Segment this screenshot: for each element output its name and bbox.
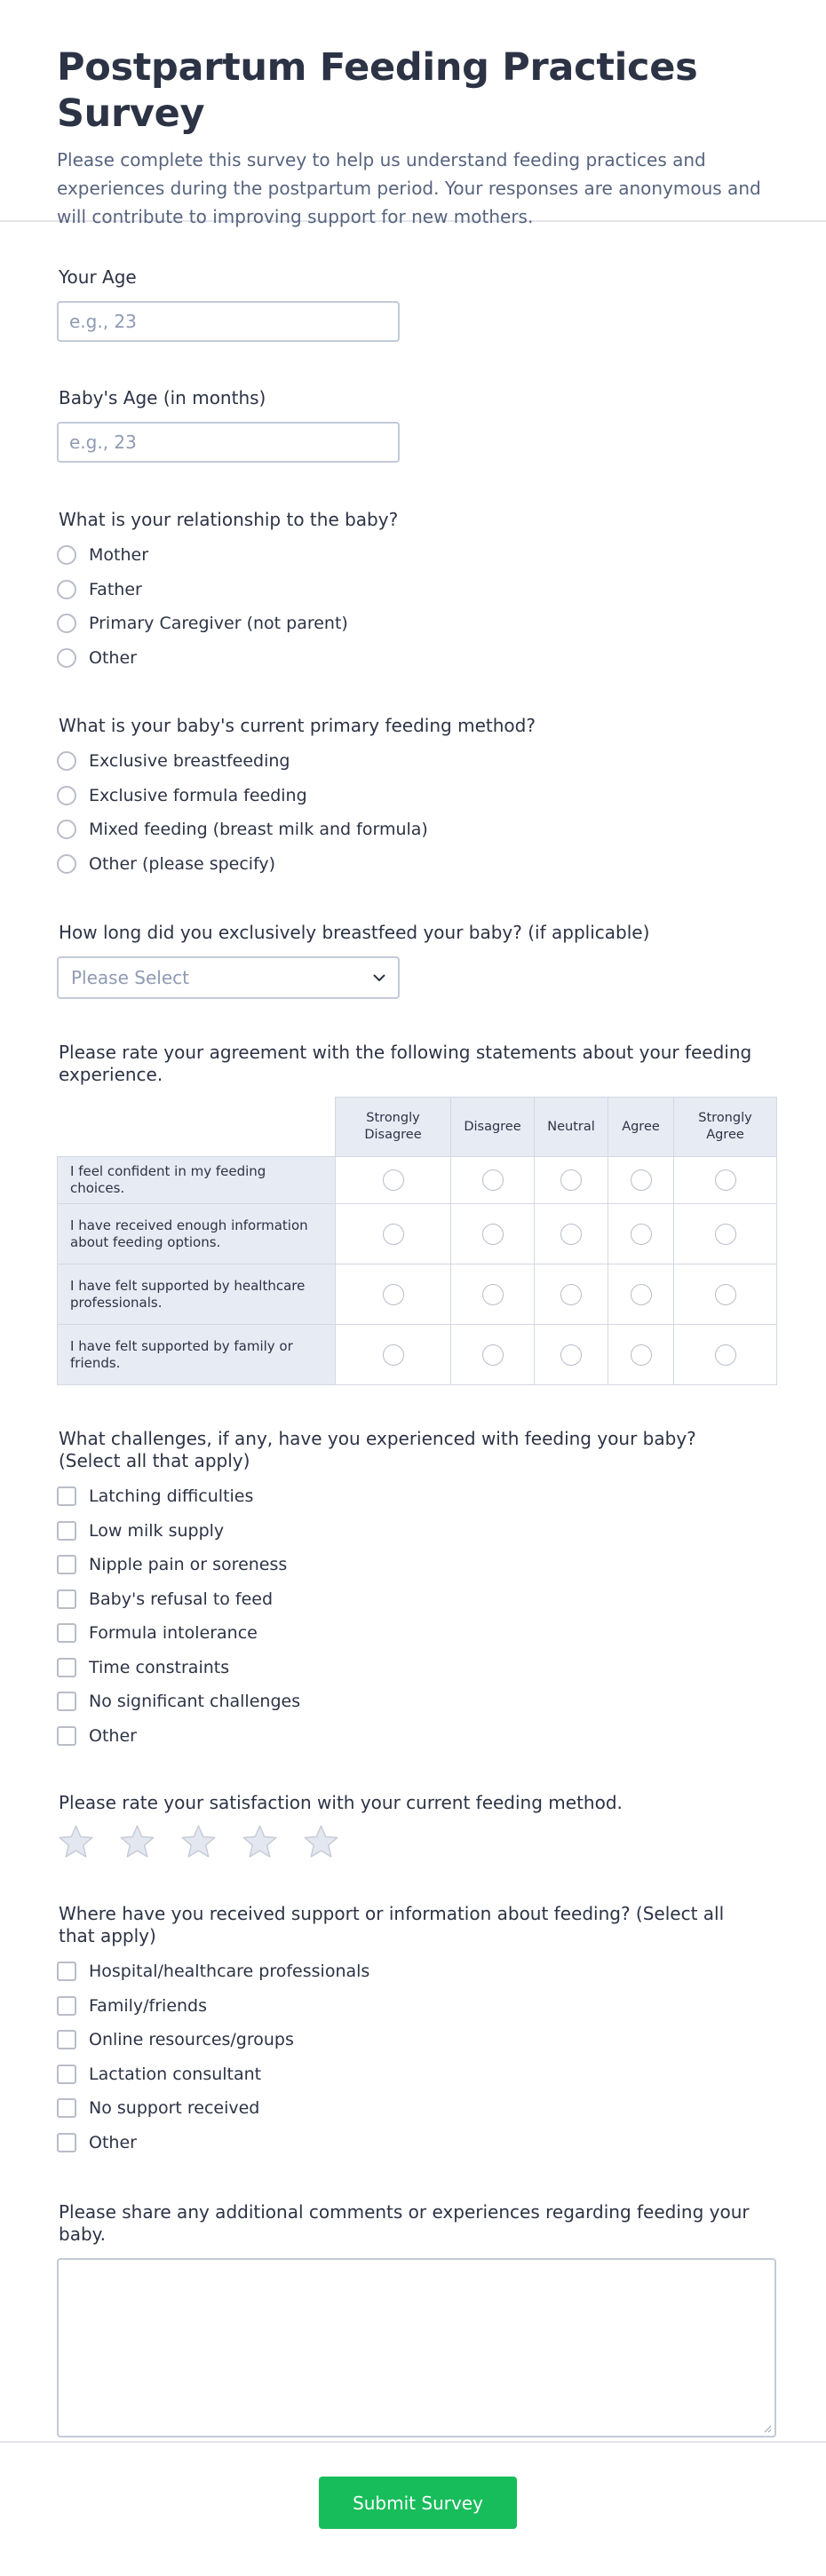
matrix-cell[interactable]	[451, 1204, 535, 1264]
matrix-radio[interactable]	[560, 1224, 582, 1245]
matrix-cell[interactable]	[674, 1325, 777, 1385]
matrix-radio[interactable]	[715, 1224, 736, 1245]
question-label: Your Age	[59, 266, 137, 288]
matrix-radio[interactable]	[560, 1344, 582, 1366]
matrix-radio[interactable]	[383, 1224, 404, 1245]
matrix-cell[interactable]	[674, 1157, 777, 1204]
question-label: Baby's Age (in months)	[59, 387, 266, 408]
radio-button[interactable]	[57, 786, 76, 805]
matrix-cell[interactable]	[451, 1325, 535, 1385]
matrix-row-label: I have felt supported by family or friends.	[58, 1325, 336, 1385]
option-label: Family/friends	[89, 1995, 208, 2016]
matrix-row-label: I have received enough information about feeding options.	[58, 1204, 336, 1264]
star-icon[interactable]	[302, 1823, 340, 1861]
matrix-cell[interactable]	[674, 1264, 777, 1325]
checkbox-option[interactable]	[57, 1548, 776, 1582]
question-relationship	[57, 509, 776, 675]
radio-button[interactable]	[57, 614, 76, 633]
matrix-row-label: I feel confident in my feeding choices.	[58, 1157, 336, 1204]
option-label: Father	[89, 579, 142, 599]
question-age	[57, 266, 776, 342]
checkbox-option[interactable]	[57, 1719, 776, 1754]
dropdown-value: Please Select	[71, 967, 189, 988]
question-support	[57, 1903, 776, 2160]
checkbox-option[interactable]	[57, 1514, 776, 1549]
form-footer	[0, 2441, 826, 2576]
matrix-radio[interactable]	[383, 1169, 404, 1191]
matrix-radio[interactable]	[560, 1169, 582, 1191]
question-label: Please share any additional comments or experiences regarding feeding your baby.	[59, 2201, 750, 2245]
option-label: Other	[89, 2132, 137, 2152]
matrix-cell[interactable]	[336, 1157, 451, 1204]
radio-option[interactable]	[57, 779, 776, 813]
checkbox[interactable]	[57, 2030, 76, 2049]
matrix-cell[interactable]	[336, 1325, 451, 1385]
radio-option[interactable]	[57, 812, 776, 847]
matrix-cell[interactable]	[535, 1325, 608, 1385]
checkbox-option[interactable]	[57, 1616, 776, 1651]
question-satisfaction	[57, 1792, 776, 1861]
matrix-radio[interactable]	[560, 1284, 582, 1305]
checkbox[interactable]	[57, 1555, 76, 1574]
option-label: No significant challenges	[89, 1692, 301, 1712]
option-label: Latching difficulties	[89, 1486, 254, 1507]
option-label: Baby's refusal to feed	[89, 1589, 274, 1609]
checkbox-option[interactable]	[57, 1582, 776, 1617]
star-icon[interactable]	[179, 1823, 218, 1861]
radio-option[interactable]	[57, 641, 776, 676]
radio-button[interactable]	[57, 854, 76, 874]
matrix-corner	[58, 1098, 336, 1157]
checkbox-option[interactable]	[57, 1651, 776, 1685]
comments-textarea[interactable]	[57, 2258, 776, 2437]
question-label: What is your baby's current primary feeding method?	[59, 715, 536, 736]
option-label: Exclusive formula feeding	[89, 785, 307, 805]
matrix-cell[interactable]	[451, 1157, 535, 1204]
matrix-radio[interactable]	[482, 1284, 504, 1305]
chevron-down-icon	[373, 974, 385, 982]
option-label: Nipple pain or soreness	[89, 1555, 288, 1575]
matrix-cell[interactable]	[608, 1157, 674, 1204]
question-comments	[57, 2201, 776, 2437]
option-label: Time constraints	[89, 1657, 230, 1677]
checkbox[interactable]	[57, 1996, 76, 2016]
option-label: Primary Caregiver (not parent)	[89, 614, 348, 634]
matrix-cell[interactable]	[608, 1264, 674, 1325]
radio-button[interactable]	[57, 580, 76, 599]
matrix-radio[interactable]	[631, 1344, 652, 1366]
option-label: Lactation consultant	[89, 2064, 262, 2084]
matrix-cell[interactable]	[535, 1264, 608, 1325]
baby-age-input[interactable]	[57, 422, 400, 463]
matrix-radio[interactable]	[715, 1344, 736, 1366]
radio-button[interactable]	[57, 545, 76, 565]
radio-option[interactable]	[57, 538, 776, 573]
checkbox[interactable]	[57, 1692, 76, 1711]
matrix-cell[interactable]	[336, 1264, 451, 1325]
checkbox-option[interactable]	[57, 1684, 776, 1719]
checkbox-option[interactable]	[57, 2091, 776, 2126]
option-label: Mother	[89, 545, 149, 566]
star-rating	[57, 1823, 776, 1861]
form-header	[0, 0, 826, 227]
matrix-cell[interactable]	[535, 1204, 608, 1264]
star-icon[interactable]	[241, 1823, 279, 1861]
option-label: Online resources/groups	[89, 2030, 294, 2050]
matrix-radio[interactable]	[631, 1224, 652, 1245]
radio-option[interactable]	[57, 573, 776, 607]
matrix-cell[interactable]	[535, 1157, 608, 1204]
option-label: Other	[89, 1725, 137, 1746]
question-baby-age	[57, 387, 776, 463]
matrix-radio[interactable]	[631, 1284, 652, 1305]
question-label: Where have you received support or information about feeding? (Select all that apply)	[59, 1903, 725, 1946]
checkbox-option[interactable]	[57, 2057, 776, 2092]
age-input[interactable]	[57, 301, 400, 342]
matrix-row-label: I have felt supported by healthcare professionals.	[58, 1264, 336, 1325]
checkbox-option[interactable]	[57, 1989, 776, 2024]
question-challenges	[57, 1428, 776, 1753]
question-label: Please rate your agreement with the following statements about your feeding experience.	[59, 1042, 752, 1085]
matrix-radio[interactable]	[715, 1169, 736, 1191]
matrix-radio[interactable]	[715, 1284, 736, 1305]
checkbox-option[interactable]	[57, 2023, 776, 2057]
matrix-cell[interactable]	[608, 1204, 674, 1264]
submit-button[interactable]: Submit Survey	[319, 2477, 517, 2529]
option-label: Hospital/healthcare professionals	[89, 1962, 370, 1982]
matrix-radio[interactable]	[482, 1224, 504, 1245]
checkbox-option[interactable]	[57, 1479, 776, 1514]
option-label: No support received	[89, 2098, 260, 2119]
checkbox[interactable]	[57, 1589, 76, 1609]
option-label: Exclusive breastfeeding	[89, 751, 290, 772]
matrix-column-header: Neutral	[535, 1098, 608, 1157]
option-label: Formula intolerance	[89, 1623, 258, 1644]
checkbox[interactable]	[57, 1486, 76, 1506]
matrix-radio[interactable]	[383, 1284, 404, 1305]
radio-button[interactable]	[57, 751, 76, 771]
matrix-column-header: Strongly Disagree	[336, 1098, 451, 1157]
star-icon[interactable]	[57, 1823, 95, 1861]
matrix-radio[interactable]	[383, 1344, 404, 1366]
matrix-cell[interactable]	[336, 1204, 451, 1264]
question-breastfeed-duration	[57, 922, 776, 999]
page-subtitle: Please complete this survey to help us understand feeding practices and experiences during the postpartum period. Your responses are anonymous and will contribute to improving support for new mothers.	[57, 149, 761, 227]
checkbox[interactable]	[57, 2065, 76, 2084]
checkbox[interactable]	[57, 2133, 76, 2152]
option-label: Other	[89, 647, 137, 668]
resize-handle-icon[interactable]	[763, 2424, 772, 2433]
matrix-column-header: Strongly Agree	[674, 1098, 777, 1157]
question-label: How long did you exclusively breastfeed your baby? (if applicable)	[59, 922, 650, 943]
option-label: Other (please specify)	[89, 853, 276, 874]
checkbox[interactable]	[57, 1726, 76, 1746]
matrix-radio[interactable]	[482, 1169, 504, 1191]
question-agreement	[57, 1042, 776, 1385]
option-label: Low milk supply	[89, 1520, 225, 1541]
radio-option[interactable]	[57, 606, 776, 641]
matrix-column-header: Agree	[608, 1098, 674, 1157]
matrix-cell[interactable]	[451, 1264, 535, 1325]
checkbox[interactable]	[57, 1962, 76, 1981]
checkbox[interactable]	[57, 1521, 76, 1541]
checkbox-option[interactable]	[57, 2126, 776, 2160]
checkbox[interactable]	[57, 1658, 76, 1677]
matrix-radio[interactable]	[631, 1169, 652, 1191]
matrix-cell[interactable]	[608, 1325, 674, 1385]
checkbox[interactable]	[57, 1623, 76, 1643]
duration-dropdown[interactable]	[57, 956, 400, 999]
agreement-matrix	[57, 1097, 777, 1385]
question-label: What challenges, if any, have you experienced with feeding your baby? (Select all that apply)	[59, 1428, 696, 1471]
question-label: What is your relationship to the baby?	[59, 509, 399, 530]
radio-button[interactable]	[57, 820, 76, 839]
matrix-cell[interactable]	[674, 1204, 777, 1264]
page-title: Postpartum Feeding Practices Survey	[57, 45, 698, 136]
matrix-column-header: Disagree	[451, 1098, 535, 1157]
radio-option[interactable]	[57, 744, 776, 779]
question-feeding-method	[57, 715, 776, 881]
checkbox[interactable]	[57, 2098, 76, 2118]
checkbox-option[interactable]	[57, 1954, 776, 1989]
radio-option[interactable]	[57, 847, 776, 882]
star-icon[interactable]	[118, 1823, 156, 1861]
question-label: Please rate your satisfaction with your current feeding method.	[59, 1792, 623, 1813]
radio-button[interactable]	[57, 648, 76, 668]
option-label: Mixed feeding (breast milk and formula)	[89, 820, 428, 840]
matrix-radio[interactable]	[482, 1344, 504, 1366]
